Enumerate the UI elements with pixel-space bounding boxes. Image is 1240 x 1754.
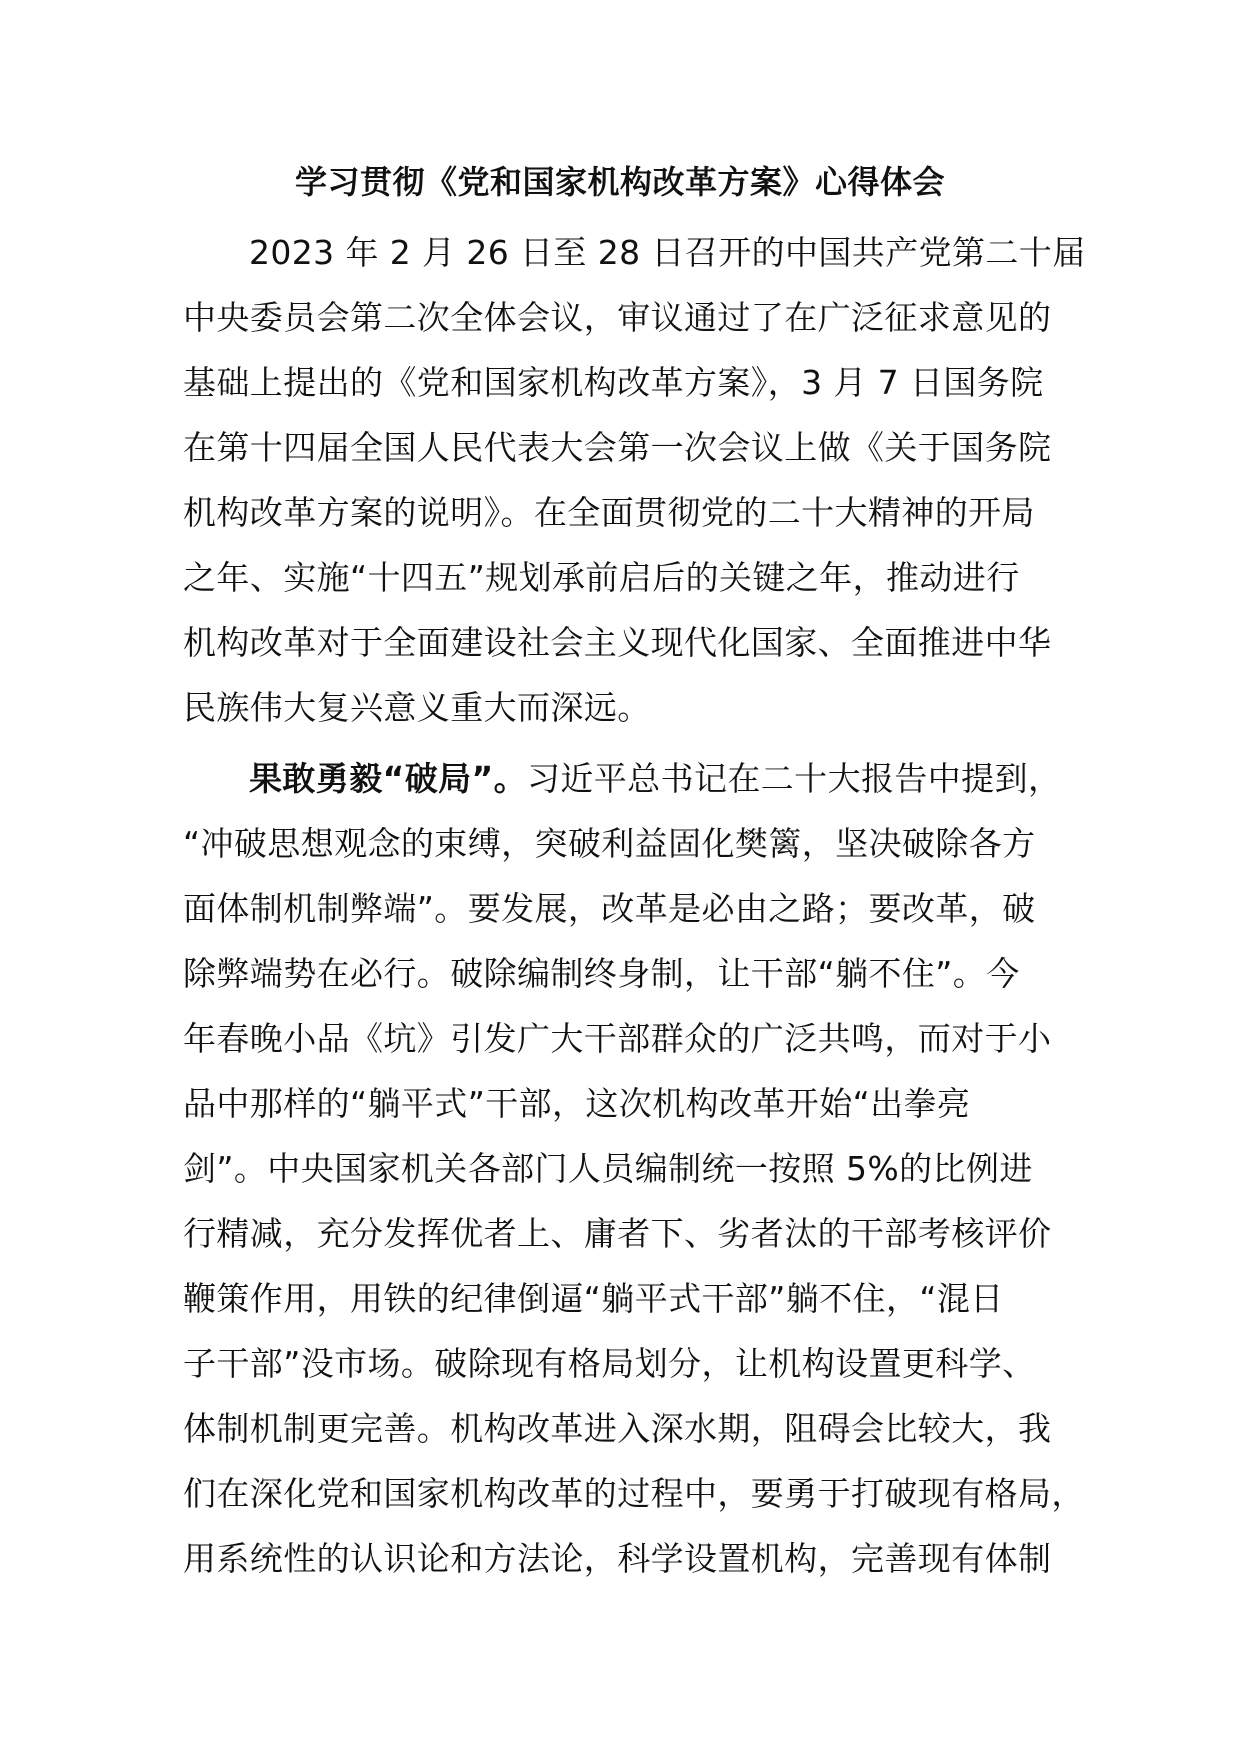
document-title: 学习贯彻《党和国家机构改革方案》心得体会: [294, 163, 945, 201]
document-body: [183, 220, 1086, 1591]
paragraph-line: 2023 年 2 月 26 日至 28 日召开的中国共产党第二十届: [249, 233, 1086, 272]
paragraph-2: [183, 746, 1083, 1591]
paragraph-line: [183, 746, 1083, 811]
paragraph-line: 民族伟大复兴意义重大而深远。: [183, 688, 651, 727]
paragraph-line: 之年、实施“十四五”规划承前启后的关键之年，推动进行: [183, 558, 1020, 597]
paragraph-line: 除弊端势在必行。破除编制终身制，让干部“躺不住”。今: [183, 954, 1020, 993]
paragraph-line: 用系统性的认识论和方法论，科学设置机构，完善现有体制: [183, 1539, 1052, 1578]
paragraph-line: 机构改革对于全面建设社会主义现代化国家、全面推进中华: [183, 623, 1052, 662]
paragraph-line: 子干部”没市场。破除现有格局划分，让机构设置更科学、: [183, 1344, 1036, 1383]
paragraph-line: 年春晚小品《坑》引发广大干部群众的广泛共鸣，而对于小: [183, 1019, 1052, 1058]
paragraph-line: 体制机制更完善。机构改革进入深水期，阻碍会比较大，我: [183, 1409, 1052, 1448]
paragraph-line: “冲破思想观念的束缚，突破利益固化樊篱，坚决破除各方: [183, 824, 1036, 863]
paragraph-line: 机构改革方案的说明》。在全面贯彻党的二十大精神的开局: [183, 493, 1035, 532]
paragraph-line: 行精减，充分发挥优者上、庸者下、劣者汰的干部考核评价: [183, 1214, 1052, 1253]
paragraph-line: 们在深化党和国家机构改革的过程中，要勇于打破现有格局，: [183, 1474, 1085, 1513]
paragraph-line: 面体制机制弊端”。要发展，改革是必由之路；要改革，破: [183, 889, 1036, 928]
paragraph-line: 在第十四届全国人民代表大会第一次会议上做《关于国务院: [183, 428, 1052, 467]
paragraph-line: 品中那样的“躺平式”干部，这次机构改革开始“出拳亮: [183, 1084, 971, 1123]
paragraph-line: 中央委员会第二次全体会议，审议通过了在广泛征求意见的: [183, 298, 1052, 337]
paragraph-line: 基础上提出的《党和国家机构改革方案》，3 月 7 日国务院: [183, 363, 1044, 402]
paragraph-line: 鞭策作用，用铁的纪律倒逼“躺平式干部”躺不住，“混日: [183, 1279, 1004, 1318]
paragraph-line: 剑”。中央国家机关各部门人员编制统一按照 5%的比例进: [183, 1149, 1033, 1188]
paragraph-1: [183, 220, 1086, 740]
section-heading: 果敢勇毅“破局”。: [249, 759, 527, 798]
paragraph-text: 习近平总书记在二十大报告中提到，: [526, 759, 1062, 798]
